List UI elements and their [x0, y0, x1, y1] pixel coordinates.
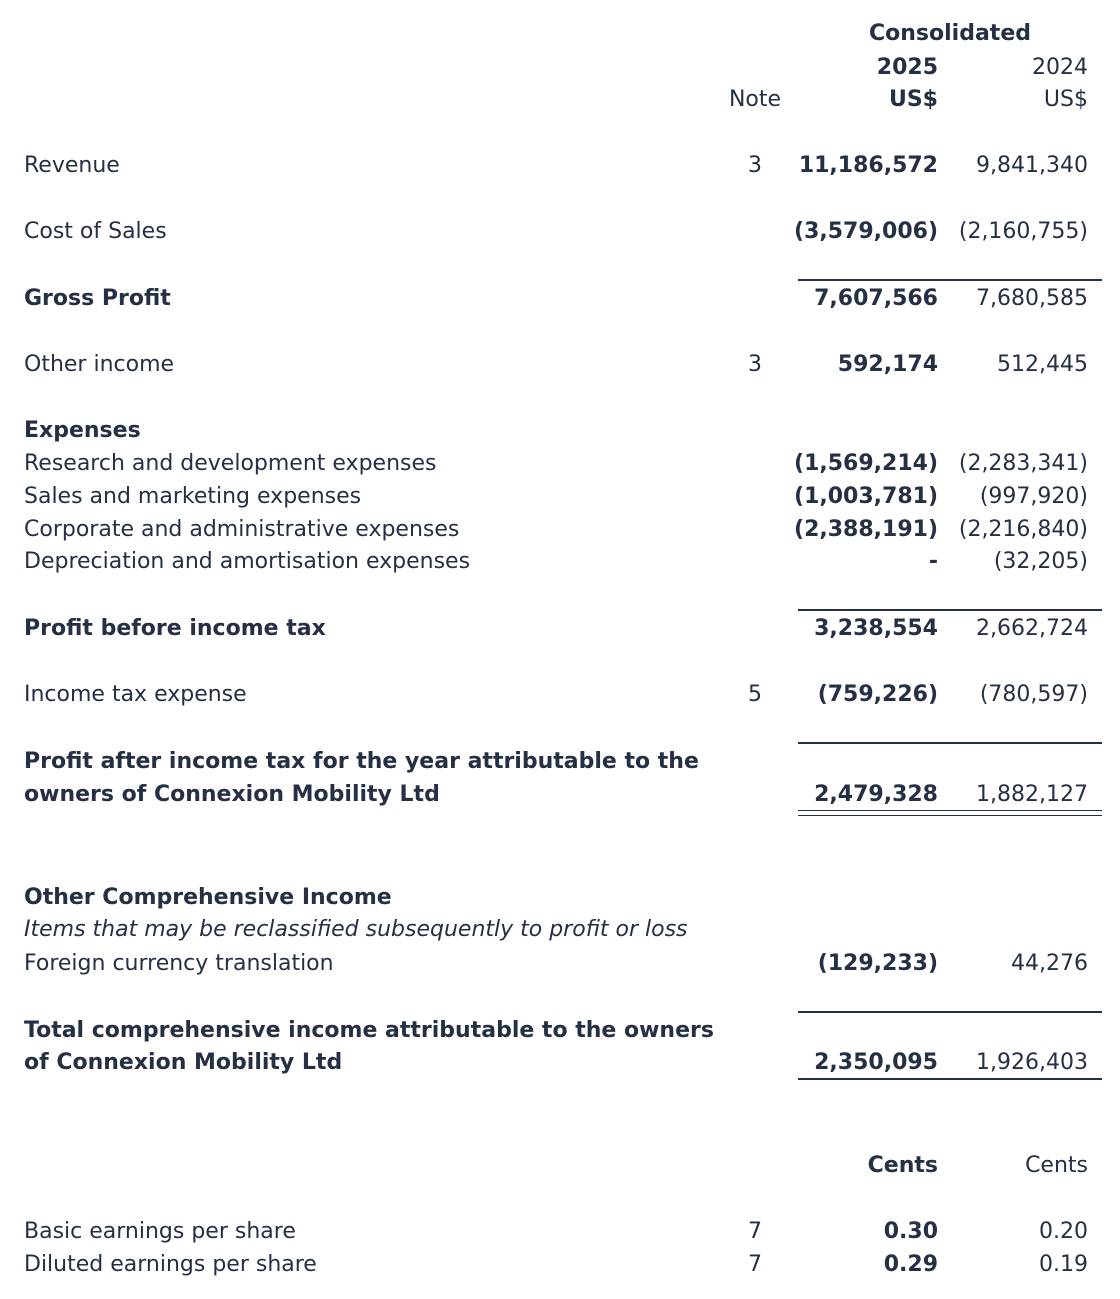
tax-note: 5 — [748, 682, 762, 707]
dep-amort-label: Depreciation and amortisation expenses — [24, 549, 471, 574]
header-currency-2025: US$ — [888, 87, 938, 112]
tci-2025: 2,350,095 — [814, 1050, 938, 1075]
pat-double-rule-top — [798, 810, 1102, 811]
tci-bottom-rule — [798, 1078, 1102, 1080]
expenses-heading: Expenses — [24, 418, 141, 443]
oci-subheading: Items that may be reclassified subsequently to profit or loss — [24, 917, 688, 942]
revenue-label: Revenue — [24, 153, 120, 178]
basic-eps-2024: 0.20 — [1039, 1219, 1088, 1244]
header-note: Note — [728, 87, 782, 112]
gross-profit-2024: 7,680,585 — [976, 286, 1088, 311]
cost-of-sales-2024: (2,160,755) — [958, 219, 1088, 244]
pat-2024: 1,882,127 — [976, 782, 1088, 807]
tci-label-line1: Total comprehensive income attributable to the owners — [24, 1018, 714, 1043]
diluted-eps-2025: 0.29 — [883, 1252, 938, 1277]
other-income-note: 3 — [748, 352, 762, 377]
revenue-2024: 9,841,340 — [976, 153, 1088, 178]
header-currency-2024: US$ — [1043, 87, 1088, 112]
fx-label: Foreign currency translation — [24, 951, 334, 976]
diluted-eps-2024: 0.19 — [1039, 1252, 1088, 1277]
sales-marketing-label: Sales and marketing expenses — [24, 484, 362, 509]
fx-2024: 44,276 — [1011, 951, 1088, 976]
oci-heading: Other Comprehensive Income — [24, 885, 392, 910]
basic-eps-2025: 0.30 — [883, 1219, 938, 1244]
cents-2024: Cents — [1025, 1153, 1088, 1178]
basic-eps-label: Basic earnings per share — [24, 1219, 296, 1244]
tax-label: Income tax expense — [24, 682, 247, 707]
diluted-eps-note: 7 — [748, 1252, 762, 1277]
fx-2025: (129,233) — [817, 951, 938, 976]
pbt-rule — [798, 609, 1102, 611]
revenue-note: 3 — [748, 153, 762, 178]
basic-eps-note: 7 — [748, 1219, 762, 1244]
cost-of-sales-2025: (3,579,006) — [794, 219, 938, 244]
header-consolidated: Consolidated — [869, 21, 1031, 46]
corp-admin-label: Corporate and administrative expenses — [24, 517, 460, 542]
revenue-2025: 11,186,572 — [798, 153, 938, 178]
pat-2025: 2,479,328 — [814, 782, 938, 807]
tci-2024: 1,926,403 — [976, 1050, 1088, 1075]
sales-marketing-2024: (997,920) — [979, 484, 1088, 509]
pbt-2024: 2,662,724 — [976, 616, 1088, 641]
rnd-2024: (2,283,341) — [958, 451, 1088, 476]
other-income-label: Other income — [24, 352, 175, 377]
tci-rule — [798, 1011, 1102, 1013]
pbt-2025: 3,238,554 — [814, 616, 938, 641]
tax-2025: (759,226) — [817, 682, 938, 707]
tci-label-line2: of Connexion Mobility Ltd — [24, 1050, 343, 1075]
header-year-2024: 2024 — [1032, 55, 1088, 80]
corp-admin-2024: (2,216,840) — [958, 517, 1088, 542]
cents-2025: Cents — [867, 1153, 938, 1178]
dep-amort-2024: (32,205) — [993, 549, 1088, 574]
tax-2024: (780,597) — [979, 682, 1088, 707]
gross-profit-2025: 7,607,566 — [814, 286, 938, 311]
rnd-2025: (1,569,214) — [794, 451, 938, 476]
other-income-2024: 512,445 — [997, 352, 1088, 377]
gross-profit-rule — [798, 279, 1102, 281]
other-income-2025: 592,174 — [837, 352, 938, 377]
rnd-label: Research and development expenses — [24, 451, 437, 476]
cost-of-sales-label: Cost of Sales — [24, 219, 167, 244]
sales-marketing-2025: (1,003,781) — [794, 484, 938, 509]
pat-double-rule-bottom — [798, 815, 1102, 816]
gross-profit-label: Gross Profit — [24, 286, 171, 311]
pat-label-line2: owners of Connexion Mobility Ltd — [24, 782, 440, 807]
pat-label-line1: Profit after income tax for the year attributable to the — [24, 749, 699, 774]
header-year-2025: 2025 — [876, 55, 938, 80]
pbt-label: Profit before income tax — [24, 616, 326, 641]
diluted-eps-label: Diluted earnings per share — [24, 1252, 317, 1277]
corp-admin-2025: (2,388,191) — [794, 517, 938, 542]
pat-rule — [798, 742, 1102, 744]
dep-amort-2025: - — [928, 549, 938, 574]
